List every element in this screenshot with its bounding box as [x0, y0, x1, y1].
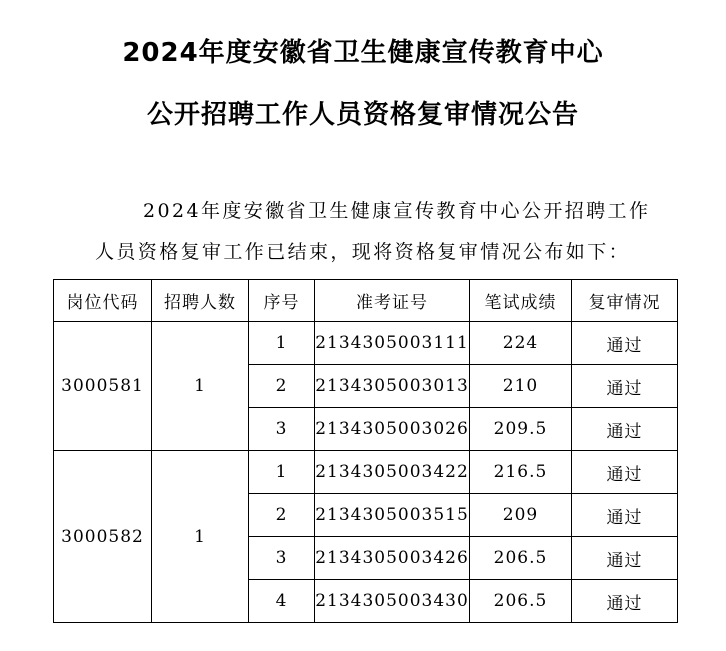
review-status-cell: 通过 — [572, 494, 678, 537]
review-results-table — [53, 279, 678, 623]
serial-no-cell: 4 — [249, 580, 315, 623]
ticket-no-cell: 2134305003426 — [315, 537, 470, 580]
header-ticket-no: 准考证号 — [315, 280, 470, 322]
ticket-no-cell: 2134305003111 — [315, 322, 470, 365]
title-line-1: 2024年度安徽省卫生健康宣传教育中心 — [122, 38, 604, 68]
serial-no-cell: 3 — [249, 537, 315, 580]
written-score-cell: 209 — [470, 494, 572, 537]
ticket-no-cell: 2134305003422 — [315, 451, 470, 494]
header-serial-no: 序号 — [249, 280, 315, 322]
post-code-cell: 3000582 — [54, 451, 152, 623]
ticket-no-cell: 2134305003515 — [315, 494, 470, 537]
written-score-cell: 206.5 — [470, 537, 572, 580]
table-header-row — [54, 280, 678, 322]
intro-paragraph-line-1: 2024年度安徽省卫生健康宣传教育中心公开招聘工作 — [143, 200, 651, 222]
header-recruit-count: 招聘人数 — [152, 280, 249, 322]
ticket-no-cell: 2134305003026 — [315, 408, 470, 451]
ticket-no-cell: 2134305003013 — [315, 365, 470, 408]
header-post-code: 岗位代码 — [54, 280, 152, 322]
ticket-no-cell: 2134305003430 — [315, 580, 470, 623]
review-status-cell: 通过 — [572, 408, 678, 451]
written-score-cell: 210 — [470, 365, 572, 408]
written-score-cell: 206.5 — [470, 580, 572, 623]
intro-paragraph-line-2: 人员资格复审工作已结束，现将资格复审情况公布如下： — [95, 241, 631, 263]
review-status-cell: 通过 — [572, 451, 678, 494]
review-status-cell: 通过 — [572, 365, 678, 408]
serial-no-cell: 1 — [249, 451, 315, 494]
header-written-score: 笔试成绩 — [470, 280, 572, 322]
recruit-count-cell: 1 — [152, 451, 249, 623]
serial-no-cell: 3 — [249, 408, 315, 451]
title-line-2: 公开招聘工作人员资格复审情况公告 — [146, 100, 579, 130]
written-score-cell: 209.5 — [470, 408, 572, 451]
table-row — [54, 451, 678, 494]
serial-no-cell: 2 — [249, 494, 315, 537]
post-code-cell: 3000581 — [54, 322, 152, 451]
serial-no-cell: 2 — [249, 365, 315, 408]
written-score-cell: 216.5 — [470, 451, 572, 494]
recruit-count-cell: 1 — [152, 322, 249, 451]
review-status-cell: 通过 — [572, 322, 678, 365]
serial-no-cell: 1 — [249, 322, 315, 365]
review-status-cell: 通过 — [572, 580, 678, 623]
header-review-status: 复审情况 — [572, 280, 678, 322]
written-score-cell: 224 — [470, 322, 572, 365]
review-status-cell: 通过 — [572, 537, 678, 580]
table-row — [54, 322, 678, 365]
